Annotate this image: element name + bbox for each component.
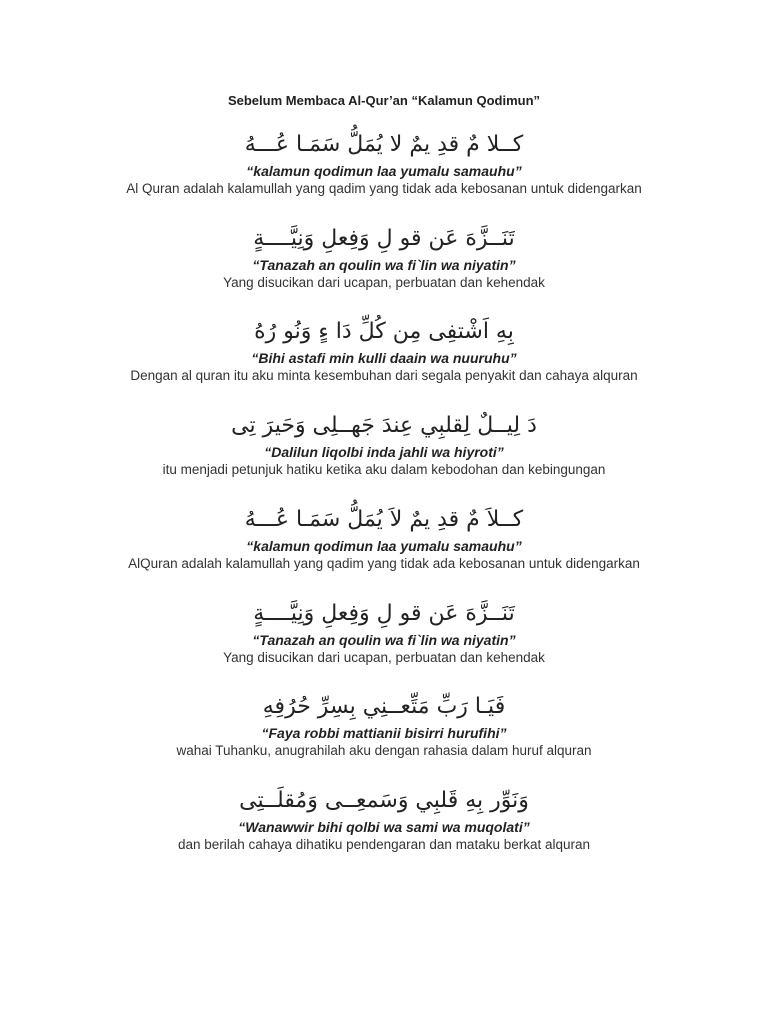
- verse-block: [0, 130, 768, 198]
- verse-block: [0, 505, 768, 573]
- verse-block: [0, 786, 768, 854]
- page-title: Sebelum Membaca Al-Qur’an “Kalamun Qodimun”: [227, 93, 541, 108]
- verse-meaning: wahai Tuhanku, anugrahilah aku dengan rahasia dalam huruf alquran: [176, 743, 592, 758]
- verse-block: [0, 692, 768, 760]
- verse-arabic: تَنَــزَّهَ عَن قو لِ وَفِعلِ وَنِيَّــــةٍ: [253, 601, 515, 626]
- verse-arabic: كــلا مٌ قدِ يمٌ لا يُمَلُّ سَمَـا عُـــهُ: [244, 132, 524, 157]
- verse-arabic: فَيَـا رَبِّ مَتِّعــنِي بِسِرِّ حُرُفِهِ: [262, 694, 506, 719]
- verse-meaning: Al Quran adalah kalamullah yang qadim yang tidak ada kebosanan untuk didengarkan: [126, 181, 642, 196]
- verse-transliteration: “Faya robbi mattianii bisirri hurufihi”: [261, 725, 507, 741]
- verse-block: [0, 411, 768, 479]
- verse-transliteration: “Tanazah an qoulin wa fi`lin wa niyatin”: [252, 632, 516, 648]
- verse-transliteration: “kalamun qodimun laa yumalu samauhu”: [246, 538, 522, 554]
- verse-meaning: Yang disucikan dari ucapan, perbuatan dan kehendak: [223, 275, 545, 290]
- verse-transliteration: “Tanazah an qoulin wa fi`lin wa niyatin”: [252, 257, 516, 273]
- verse-transliteration: “Dalilun liqolbi inda jahli wa hiyroti”: [264, 444, 504, 460]
- verse-transliteration: “Bihi astafi min kulli daain wa nuuruhu”: [251, 350, 517, 366]
- verse-arabic: بِهِ اَشْتفِى مِن كُلِّ دَا ءٍ وَنُو رُهُ: [254, 319, 514, 344]
- verse-meaning: Yang disucikan dari ucapan, perbuatan dan kehendak: [223, 650, 545, 665]
- verse-meaning: dan berilah cahaya dihatiku pendengaran dan mataku berkat alquran: [177, 837, 591, 852]
- verse-arabic: وَنَوِّر بِهِ قَلبِي وَسَمعِــى وَمُقلَــتِى: [239, 788, 529, 813]
- verse-arabic: كــلاَ مٌ قدِ يمٌ لاَ يُمَلُّ سَمَـا عُـــهُ: [244, 507, 524, 532]
- verse-block: [0, 599, 768, 667]
- verse-meaning: Dengan al quran itu aku minta kesembuhan dari segala penyakit dan cahaya alquran: [130, 368, 638, 383]
- verse-arabic: دَ لِيــلٌ لِقلبِي عِندَ جَهــلِى وَحَيرَ تِى: [231, 413, 537, 438]
- verse-transliteration: “kalamun qodimun laa yumalu samauhu”: [246, 163, 522, 179]
- verse-meaning: itu menjadi petunjuk hatiku ketika aku dalam kebodohan dan kebingungan: [162, 462, 606, 477]
- verse-block: [0, 224, 768, 292]
- verse-block: [0, 317, 768, 385]
- verse-meaning: AlQuran adalah kalamullah yang qadim yang tidak ada kebosanan untuk didengarkan: [128, 556, 640, 571]
- verse-arabic: تَنَــزَّهَ عَن قو لِ وَفِعلِ وَنِيَّــــةٍ: [253, 226, 515, 251]
- verse-transliteration: “Wanawwir bihi qolbi wa sami wa muqolati”: [238, 819, 530, 835]
